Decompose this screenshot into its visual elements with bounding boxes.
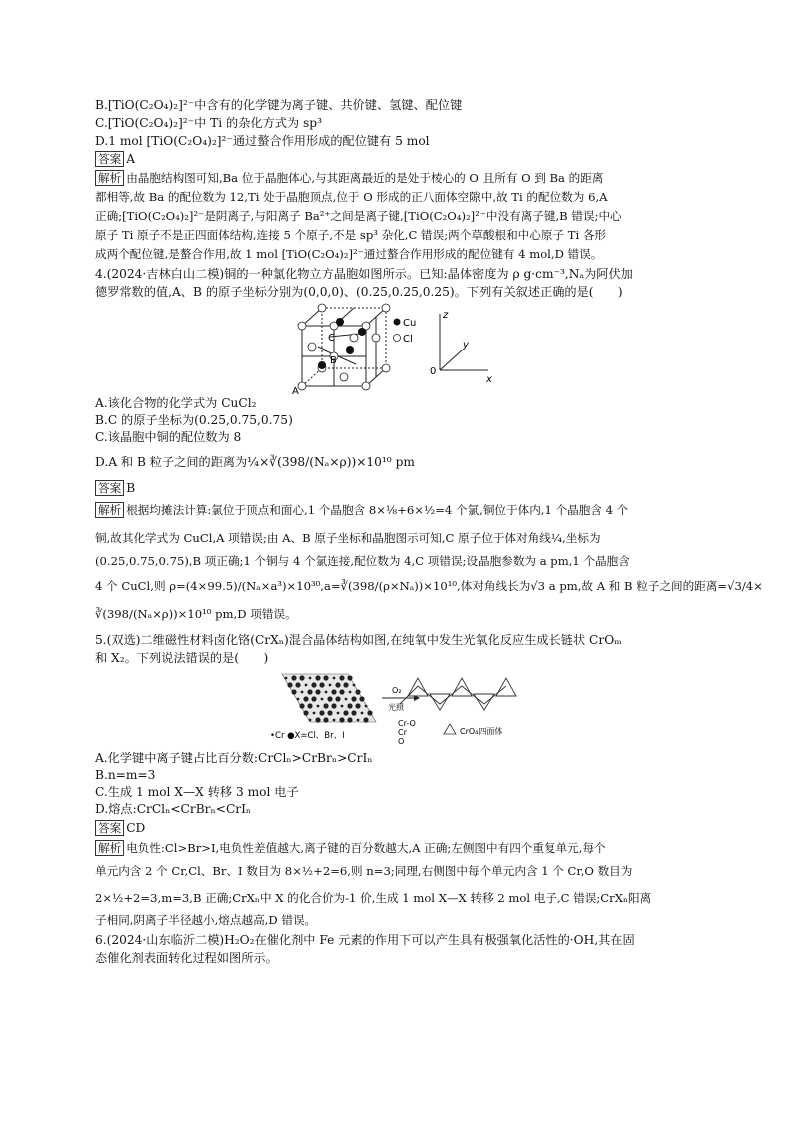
lattice-atom — [319, 682, 324, 687]
legend-cu: Cu — [403, 318, 417, 329]
lattice-atom — [291, 675, 296, 680]
q5-option-b: B.n=m=3 — [95, 768, 156, 782]
lattice-atom — [367, 710, 372, 715]
q5-analysis-line-4: 子相同,阴离子半径越小,熔点越高,D 错误。 — [95, 913, 317, 927]
lattice-atom — [315, 689, 320, 694]
q4-analysis-line-5: ∛(398/(Nₐ×ρ))×10¹⁰ pm,D 项错误。 — [95, 607, 297, 621]
cu-atom — [358, 328, 366, 336]
q5-analysis-line-3: 2×½+2=3,m=3,B 正确;CrXₙ中 X 的化合价为-1 价,生成 1 mol X—X 转移 2 mol 电子,C 错误;CrXₙ阳离 — [95, 891, 652, 905]
q5-option-d: D.熔点:CrClₙ<CrBrₙ<CrIₙ — [95, 802, 252, 816]
lattice-atom — [363, 717, 368, 722]
lattice-atom — [343, 682, 348, 687]
q5-structure-figure — [268, 666, 518, 748]
axis-y: y — [463, 340, 469, 351]
lattice-atom — [353, 684, 356, 687]
lattice-atom — [319, 710, 324, 715]
lattice-atom — [315, 717, 320, 722]
q6-stem-line-2: 态催化剂表面转化过程如图所示。 — [95, 951, 278, 965]
q4-stem-line-2: 德罗常数的值,A、B 的原子坐标分别为(0,0,0)、(0.25,0.25,0.25)。下列有关叙述正确的是( ) — [95, 285, 623, 299]
lattice-atom — [343, 710, 348, 715]
lattice-atom — [297, 698, 300, 701]
lattice-atom — [325, 691, 328, 694]
lattice-atom — [339, 675, 344, 680]
lattice-atom — [295, 682, 300, 687]
q3-answer: A — [126, 152, 136, 166]
q4-answer: B — [126, 481, 136, 495]
lattice-atom — [339, 689, 344, 694]
lattice-atom — [333, 677, 336, 680]
cu-atom — [318, 361, 326, 369]
q5-stem-line-1: 5.(双选)二维磁性材料卤化铬(CrXₙ)混合晶体结构如图,在纯氧中发生光氧化反应生成长链状 CrOₘ — [95, 633, 622, 647]
lattice-atom — [361, 712, 364, 715]
label-b: B — [330, 355, 337, 366]
q3-option-b: B.[TiO(C₂O₄)₂]²⁻中含有的化学键为离子键、共价键、氢键、配位键 — [95, 98, 463, 112]
axis-origin: 0 — [430, 366, 437, 377]
lattice-atom — [311, 696, 316, 701]
q5-option-c: C.生成 1 mol X—X 转移 3 mol 电子 — [95, 785, 299, 799]
lattice-atom — [311, 682, 316, 687]
arrow-light: 光照 — [388, 703, 404, 712]
lattice-atom — [335, 682, 340, 687]
lattice-atom — [303, 710, 308, 715]
lattice-atom — [287, 682, 292, 687]
analysis-tag: 解析 — [95, 170, 124, 186]
axis-x: x — [486, 374, 492, 385]
q6-stem-line-1: 6.(2024·山东临沂二模)H₂O₂在催化剂中 Fe 元素的作用下可以产生具有极强氧化活性的·OH,其在固 — [95, 933, 635, 947]
q5-stem-line-2: 和 X₂。下列说法错误的是( ) — [95, 651, 269, 665]
lattice-atom — [351, 710, 356, 715]
lattice-atom — [331, 703, 336, 708]
q4-analysis-line-1: 解析 根据均摊法计算:氯位于顶点和面心,1 个晶胞含 8×⅛+6×½=4 个氯,铜位于体内,1 个晶胞含 4 个 — [95, 502, 628, 519]
lattice-atom — [357, 719, 360, 722]
lattice-atom — [341, 705, 344, 708]
lattice-atom — [299, 703, 304, 708]
arrow-o2: O₂ — [392, 686, 402, 695]
lattice-atom — [365, 705, 368, 708]
q5-analysis-line-2: 单元内含 2 个 Cr,Cl、Br、I 数目为 8×½+2=6,则 n=3;同理,右侧图中每个单元内含 1 个 Cr,O 数目为 — [95, 864, 633, 878]
lattice-atom — [359, 696, 364, 701]
legend-cro: Cr-O — [398, 719, 416, 728]
label-a: A — [292, 386, 299, 394]
lattice-atom — [327, 696, 332, 701]
q3-analysis-line-1: 解析 由晶胞结构图可知,Ba 位于晶胞体心,与其距离最近的是处于棱心的 O 且所有 O 到 Ba 的距离 — [95, 170, 603, 187]
lattice-atom — [317, 705, 320, 708]
lattice-atom — [309, 677, 312, 680]
q3-option-d: D.1 mol [TiO(C₂O₄)₂]²⁻通过螯合作用形成的配位键有 5 mol — [95, 134, 430, 148]
lattice-atom — [291, 689, 296, 694]
answer-tag: 答案 — [95, 480, 124, 496]
q5-answer-row — [95, 820, 145, 837]
lattice-atom — [303, 696, 308, 701]
lattice-atom — [355, 689, 360, 694]
lattice-atom — [305, 684, 308, 687]
lattice-atom — [333, 719, 336, 722]
q4-analysis-line-2: 铜,故其化学式为 CuCl,A 项错误;由 A、B 原子坐标和晶胞图示可知,C 原子位于体对角线¼,坐标为 — [95, 531, 601, 545]
q4-option-c: C.该晶胞中铜的配位数为 8 — [95, 430, 242, 444]
analysis-tag: 解析 — [95, 840, 124, 856]
legend-o: O — [398, 737, 405, 746]
lattice-atom — [323, 703, 328, 708]
analysis-tag: 解析 — [95, 502, 124, 518]
lattice-atom — [347, 703, 352, 708]
q3-analysis-line-5: 成两个配位键,是螯合作用,故 1 mol [TiO(C₂O₄)₂]²⁻通过螯合作用形成的配位键有 4 mol,D 错误。 — [95, 247, 603, 261]
legend-tetrahedron: CrO₄四面体 — [460, 727, 503, 736]
q4-crystal-cell-figure — [290, 302, 500, 394]
q3-analysis-line-4: 原子 Ti 原子不是正四面体结构,连接 5 个原子,不是 sp³ 杂化,C 错误;两个草酸根和中心原子 Ti 各形 — [95, 228, 607, 242]
lattice-atom — [315, 675, 320, 680]
lattice-atom — [337, 712, 340, 715]
q4-option-a: A.该化合物的化学式为 CuCl₂ — [95, 396, 257, 410]
lattice-atom — [355, 703, 360, 708]
lattice-atom — [301, 691, 304, 694]
lattice-atom — [331, 689, 336, 694]
lattice-atom — [351, 696, 356, 701]
q3-analysis-line-2: 都相等,故 Ba 的配位数为 12,Ti 处于晶胞顶点,位于 O 形成的正八面体空隙中,故 Ti 的配位数为 6,A — [95, 190, 608, 204]
lattice-atom — [339, 717, 344, 722]
lattice-atom — [323, 675, 328, 680]
q5-analysis-line-1: 解析 电负性:Cl>Br>I,电负性差值越大,离子键的百分数越大,A 正确;左侧图中有四个重复单元,每个 — [95, 840, 606, 857]
q3-analysis-line-3: 正确;[TiO(C₂O₄)₂]²⁻是阴离子,与阳离子 Ba²⁺之间是离子键,[TiO(C₂O₄)₂]²⁻中没有离子键,B 错误;中心 — [95, 209, 622, 223]
legend-cr: Cr — [398, 728, 407, 737]
q4-option-b: B.C 的原子坐标为(0.25,0.75,0.75) — [95, 413, 293, 427]
lattice-atom — [321, 698, 324, 701]
q4-analysis-line-3: (0.25,0.75,0.75),B 项正确;1 个铜与 4 个氯连接,配位数为 4,C 项错误;设晶胞参数为 a pm,1 个晶胞含 — [95, 554, 630, 568]
lattice-atom — [347, 675, 352, 680]
answer-tag: 答案 — [95, 151, 124, 167]
legend-cl: Cl — [403, 334, 413, 345]
lattice-atom — [299, 675, 304, 680]
q4-option-d: D.A 和 B 粒子之间的距离为¼×∛(398/(Nₐ×ρ))×10¹⁰ pm — [95, 455, 415, 469]
answer-tag: 答案 — [95, 820, 124, 836]
lattice-atom — [349, 691, 352, 694]
q4-stem-line-1: 4.(2024·吉林白山二模)铜的一种氯化物立方晶胞如图所示。已知:晶体密度为 ρ g·cm⁻³,Nₐ为阿伏加 — [95, 267, 633, 281]
q3-option-c: C.[TiO(C₂O₄)₂]²⁻中 Ti 的杂化方式为 sp³ — [95, 116, 322, 130]
q4-analysis-line-4: 4 个 CuCl,则 ρ=(4×99.5)/(Nₐ×a³)×10³⁰,a=∛(398/(ρ×Nₐ))×10¹⁰,体对角线长为√3 a pm,故 A 和 B 粒子之间的距离=√3/4× — [95, 579, 763, 593]
cu-atom — [336, 318, 344, 326]
lattice-atom — [307, 703, 312, 708]
chain-tetrahedra — [400, 678, 516, 710]
lattice-atom — [327, 710, 332, 715]
q3-answer-row — [95, 151, 135, 168]
lattice-atom — [347, 717, 352, 722]
lattice-atom — [313, 712, 316, 715]
label-c: C — [328, 333, 335, 344]
q4-answer-row — [95, 480, 135, 497]
lattice-atom — [309, 719, 312, 722]
lattice-atom — [335, 696, 340, 701]
lattice-atom — [323, 717, 328, 722]
lattice-atom — [285, 677, 288, 680]
axis-z: z — [443, 310, 449, 321]
lattice-atom — [329, 684, 332, 687]
q5-option-a: A.化学键中离子键占比百分数:CrClₙ>CrBrₙ>CrIₙ — [95, 751, 373, 765]
lattice-atom — [345, 698, 348, 701]
q5-answer: CD — [126, 821, 146, 835]
chromium-halide-lattice — [282, 674, 376, 723]
cu-atom — [346, 346, 354, 354]
lattice-atom — [307, 689, 312, 694]
legend-left: •Cr ●X=Cl、Br、I — [270, 731, 345, 741]
